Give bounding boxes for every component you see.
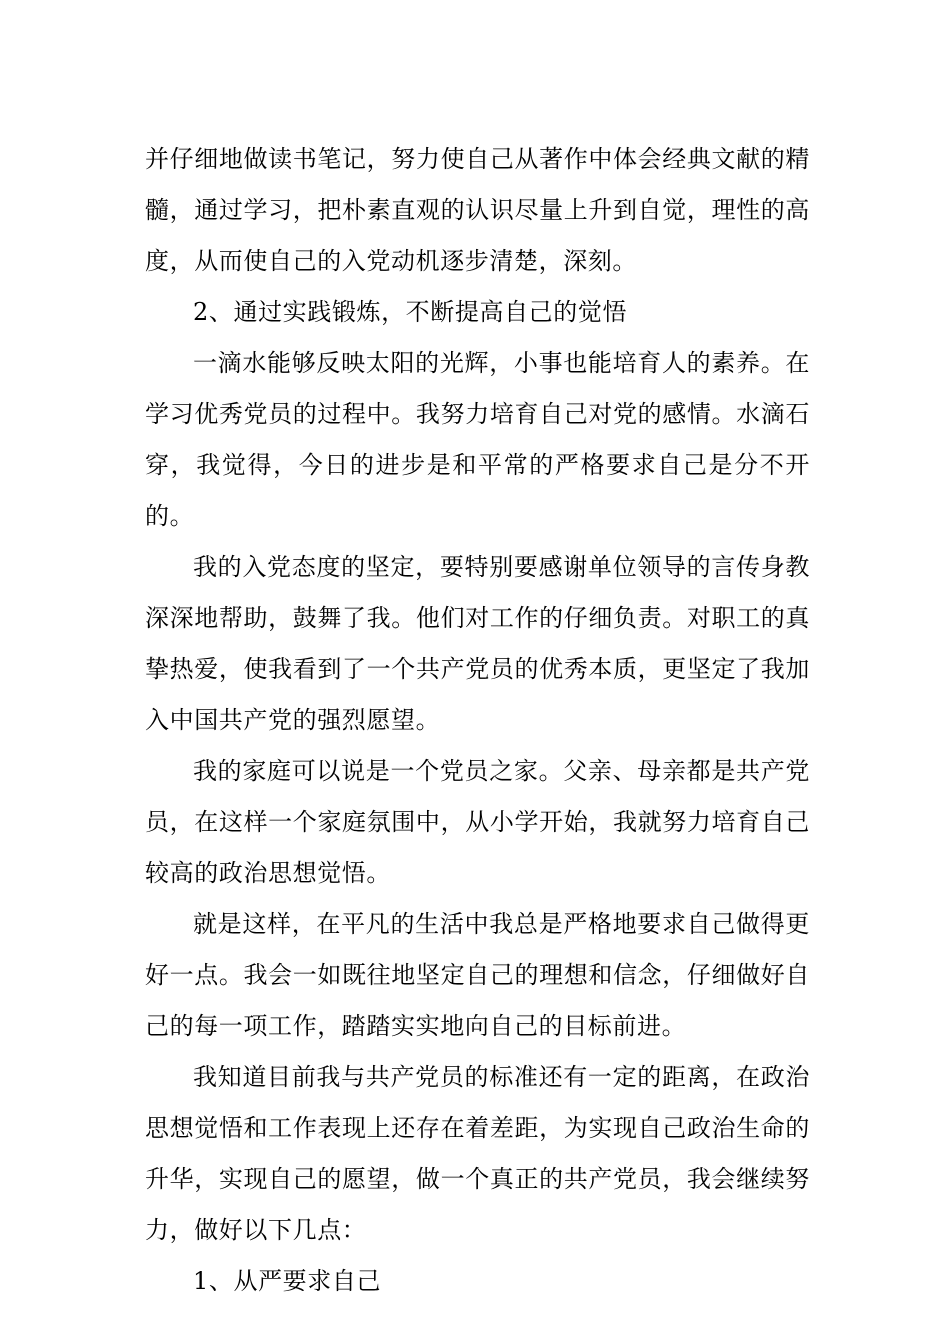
- section-heading-practice: 2、通过实践锻炼，不断提高自己的觉悟: [193, 298, 628, 326]
- paragraph-family: 我的家庭可以说是一个党员之家。父亲、母亲都是共产党员，在这样一个家庭氛围中，从小学开始，我就努力培育自己较高的政治思想觉悟。: [145, 757, 810, 887]
- section-heading-strict: 1、从严要求自己: [193, 1267, 382, 1295]
- paragraph-water-drop: 一滴水能够反映太阳的光辉，小事也能培育人的素养。在学习优秀党员的过程中。我努力培育自己对党的感情。水滴石穿，我觉得，今日的进步是和平常的严格要求自己是分不开的。: [145, 349, 810, 530]
- paragraph-ordinary-life: 就是这样，在平凡的生活中我总是严格地要求自己做得更好一点。我会一如既往地坚定自己的理想和信念，仔细做好自己的每一项工作，踏踏实实地向自己的目标前进。: [145, 910, 810, 1040]
- paragraph-gap: 我知道目前我与共产党员的标准还有一定的距离，在政治思想觉悟和工作表现上还存在着差距，为实现自己政治生命的升华，实现自己的愿望，做一个真正的共产党员，我会继续努力，做好以下几点：: [145, 1063, 810, 1244]
- paragraph-leadership: 我的入党态度的坚定，要特别要感谢单位领导的言传身教深深地帮助，鼓舞了我。他们对工作的仔细负责。对职工的真挚热爱，使我看到了一个共产党员的优秀本质，更坚定了我加入中国共产党的强烈愿望。: [145, 553, 810, 734]
- paragraph-continuation: 并仔细地做读书笔记，努力使自己从著作中体会经典文献的精髓，通过学习，把朴素直观的认识尽量上升到自觉，理性的高度，从而使自己的入党动机逐步清楚，深刻。: [145, 145, 810, 275]
- document-body: [145, 134, 810, 1307]
